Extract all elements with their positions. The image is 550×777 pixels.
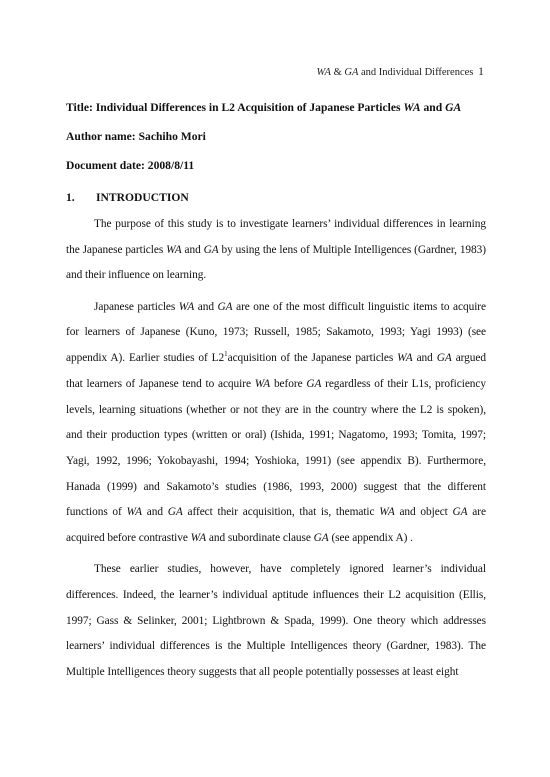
running-head-text: and Individual Differences <box>358 67 476 78</box>
running-head-ga: GA <box>344 67 359 78</box>
title-wa: WA <box>403 101 421 114</box>
doc-title <box>66 101 461 114</box>
section-title: INTRODUCTION <box>96 191 189 204</box>
date-line: Document date: 2008/8/11 <box>66 159 195 172</box>
section-heading <box>66 191 189 204</box>
title-ga: GA <box>445 101 462 114</box>
title-text: Title: Individual Differences in L2 Acquisition of Japanese Particles <box>66 101 404 114</box>
page-number: 1 <box>478 64 484 78</box>
body-text <box>66 212 486 686</box>
paragraph-1: The purpose of this study is to investigate learners’ individual differences in learning the Japanese particles WA and GA by using the lens of Multiple Intelligences (Gardner, 1983) and their influence on learning. <box>66 218 486 282</box>
running-head-amp: & <box>330 67 345 78</box>
running-head-wa: WA <box>316 67 331 78</box>
footnote-marker: 1 <box>224 350 228 359</box>
title-and: and <box>420 101 446 114</box>
paragraph-3: These earlier studies, however, have completely ignored learner’s individual differences. Indeed, the learner’s individual aptitude influences their L2 acquisition (Ellis, 1997; Gass & Selinker, 2001; Lightbrown & Spada, 1999). One theory which addresses learners’ individual differences is the Multiple Intelligences theory (Gardner, 1983). The Multiple Intelligences theory suggests that all people potentially possesses at least eight <box>66 563 486 679</box>
section-number: 1. <box>66 191 75 204</box>
author-line: Author name: Sachiho Mori <box>66 130 206 143</box>
paragraph-2: Japanese particles WA and GA are one of the most difficult linguistic items to acquire for learners of Japanese (Kuno, 1973; Russell, 1985; Sakamoto, 1993; Yagi 1993) (see appendix A). Earlier studies of $L2^1acquisition$ of the Japanese particles WA and GA argued that learners of Japanese tend to acquire WA before GA regardless of their L1s, proficiency levels, learning situations (whether or not they are in the country where the L2 is spoken), and their production types (written or oral) (Ishida, 1991; Nagatomo, 1993; Tomita, 1997; Yagi, 1992, 1996; Yokobayashi, 1994; Yoshioka, 1991) (see appendix B). Furthermore, Hanada (1999) and Sakamoto’s studies (1986, 1993, 2000) suggest that the different functions of WA and GA affect their acquisition, that is, thematic WA and object GA are acquired before contrastive WA and subordinate clause GA (see appendix A) . <box>66 300 486 545</box>
running-head <box>317 64 484 79</box>
